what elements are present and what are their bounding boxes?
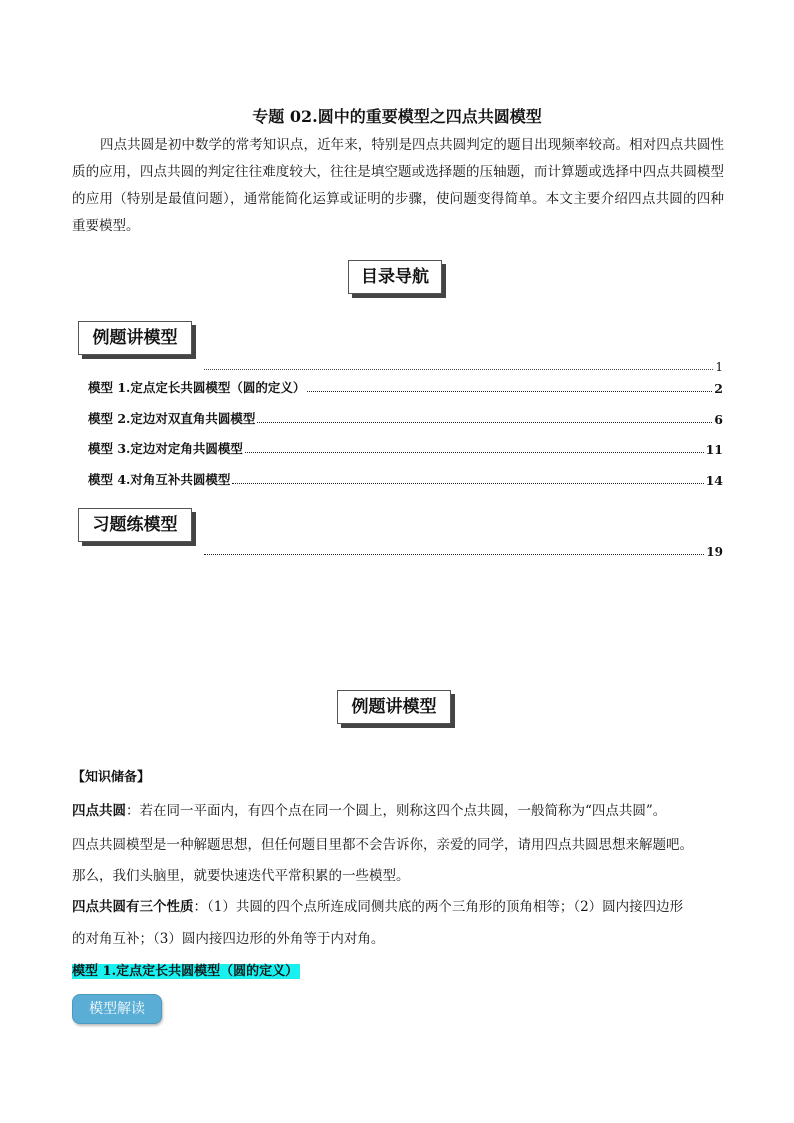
toc-heading: 目录导航 [361, 267, 429, 287]
toc-section1-label: 例题讲模型 [92, 328, 178, 348]
toc-leader-dots [232, 482, 703, 484]
properties-term: 四点共圆有三个性质 [72, 899, 194, 915]
model-interpretation-button[interactable]: 模型解读 [72, 994, 162, 1024]
model-1-heading: 模型 1.定点定长共圆模型（圆的定义） [72, 964, 299, 979]
model-1-heading-line [72, 961, 724, 982]
toc-item-label: 模型 2.定边对双直角共圆模型 [88, 411, 256, 426]
toc-item-label: 模型 4.对角互补共圆模型 [88, 472, 231, 487]
toc-item-3[interactable] [88, 437, 723, 457]
toc-item-page: 11 [705, 442, 723, 457]
toc-section1-box[interactable] [78, 321, 192, 355]
knowledge-title: 【知识储备】 [72, 770, 151, 785]
definition-term: 四点共圆 [72, 803, 126, 819]
toc-section2-line[interactable] [204, 539, 723, 559]
toc-item-page: 14 [705, 473, 723, 488]
document-title: 专题 02.圆中的重要模型之四点共圆模型 [252, 107, 542, 126]
toc-item-label: 模型 1.定点定长共圆模型（圆的定义） [88, 380, 306, 395]
section-heading-box [337, 690, 451, 724]
toc-heading-box [348, 260, 442, 294]
toc-section2-box[interactable] [78, 508, 192, 542]
paragraph-2: 四点共圆模型是一种解题思想，但任何题目里都不会告诉你，亲爱的同学，请用四点共圆思想来解题吧。 [72, 837, 693, 853]
toc-section2-page: 19 [706, 545, 723, 559]
properties-text-1: ：（1）共圆的四个点所连成同侧共底的两个三角形的顶角相等；（2）圆内接四边形 [193, 899, 684, 915]
toc-leader-dots [204, 554, 704, 555]
toc-leader-dots [307, 390, 712, 392]
toc-section2-label: 习题练模型 [92, 515, 178, 535]
toc-leader-dots [204, 369, 713, 370]
toc-item-page: 2 [714, 381, 723, 396]
toc-section1-page: 1 [715, 360, 723, 374]
toc-item-1[interactable] [88, 376, 723, 396]
toc-leader-dots [245, 451, 704, 453]
properties-paragraph [72, 897, 724, 917]
toc-item-page: 6 [714, 412, 723, 427]
intro-paragraph: 四点共圆是初中数学的常考知识点，近年来，特别是四点共圆判定的题目出现频率较高。相对四点共圆性质的应用，四点共圆的判定往往难度较大，往往是填空题或选择题的压轴题，而计算题或选择中四点共圆模型的应用（特别是最值问题），通常能简化运算或证明的步骤，使问题变得简单。本文主要介绍四点共圆的四种重要模型。 [72, 137, 724, 234]
toc-section1-line[interactable] [204, 354, 723, 374]
definition-text: ：若在同一平面内，有四个点在同一个圆上，则称这四个点共圆，一般简称为“四点共圆”。 [126, 803, 667, 819]
section-heading: 例题讲模型 [351, 697, 437, 717]
paragraph-3: 那么，我们头脑里，就要快速迭代平常积累的一些模型。 [72, 868, 410, 884]
definition-paragraph [72, 801, 724, 821]
toc-item-4[interactable] [88, 468, 723, 488]
toc-item-2[interactable] [88, 407, 723, 427]
properties-paragraph-cont: 的对角互补；（3）圆内接四边形的外角等于内对角。 [72, 931, 385, 947]
toc-leader-dots [257, 421, 712, 423]
toc-item-label: 模型 3.定边对定角共圆模型 [88, 441, 243, 456]
